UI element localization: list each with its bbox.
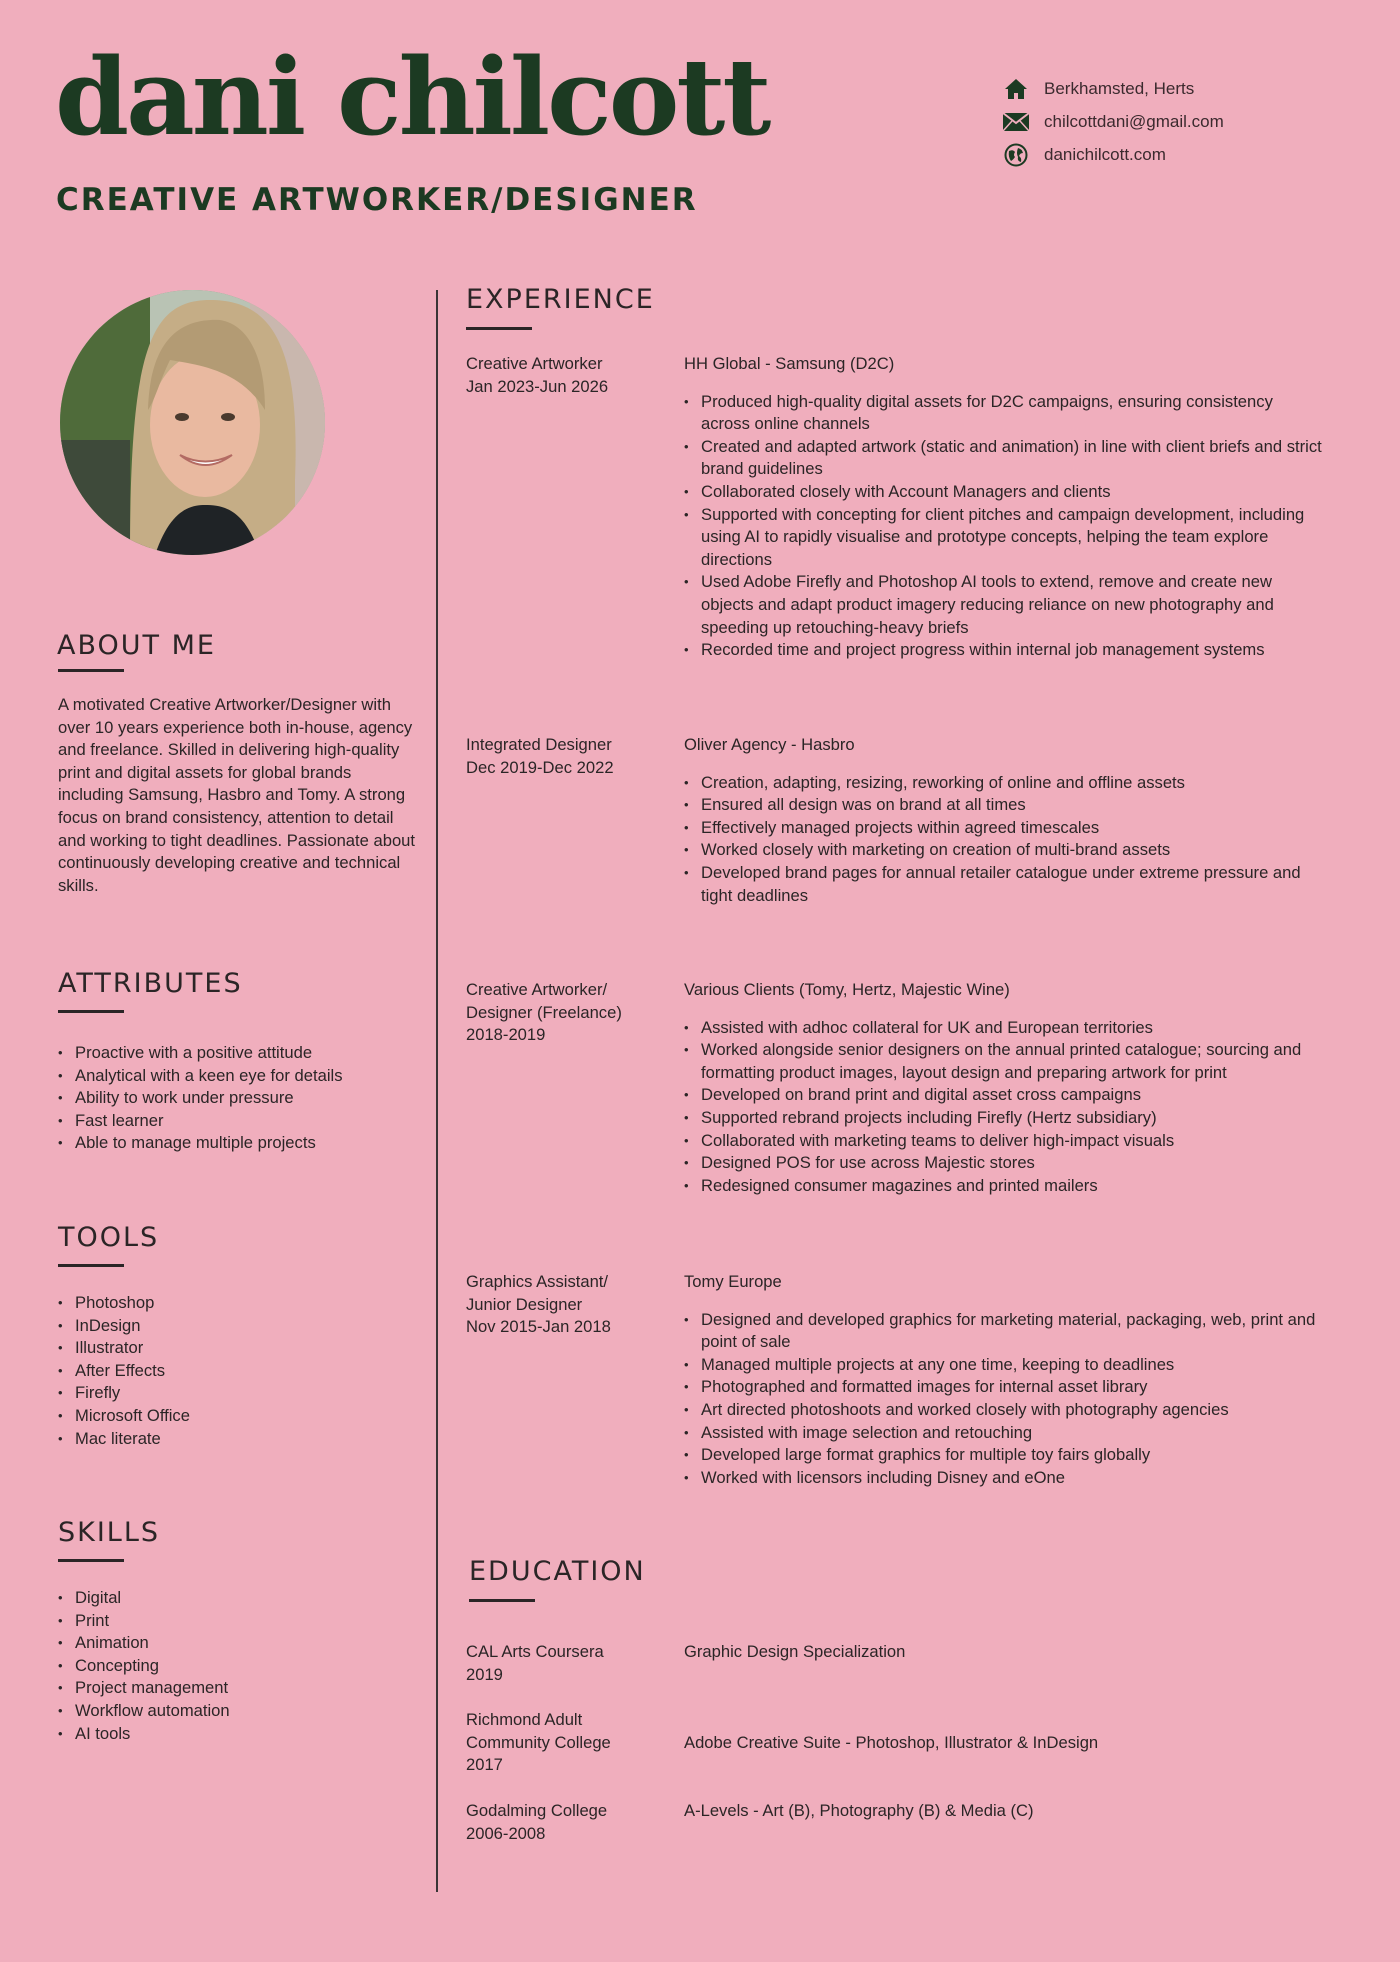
list-item: • Project management xyxy=(58,1677,418,1700)
tools-heading: TOOLS xyxy=(58,1222,160,1253)
envelope-icon xyxy=(1002,110,1030,134)
job-meta xyxy=(466,353,666,398)
experience-heading: EXPERIENCE xyxy=(466,284,655,315)
job-company: Various Clients (Tomy, Hertz, Majestic Wine) xyxy=(684,980,1010,999)
list-item: • Concepting xyxy=(58,1655,418,1678)
profile-photo xyxy=(60,290,325,555)
job-dates: Nov 2015-Jan 2018 xyxy=(466,1317,611,1337)
job-dates: Dec 2019-Dec 2022 xyxy=(466,757,614,777)
education-rule xyxy=(469,1599,535,1602)
list-item: • Collaborated with marketing teams to deliver high-impact visuals xyxy=(684,1130,1324,1153)
job-bullets xyxy=(684,1309,1324,1490)
contact-location xyxy=(1002,72,1224,105)
education-entry xyxy=(466,1641,636,1686)
job-title-text: Creative Artworker/ Designer (Freelance) xyxy=(466,980,622,1022)
job-details xyxy=(684,734,1324,907)
job-company: Oliver Agency - Hasbro xyxy=(684,735,855,754)
about-heading: ABOUT ME xyxy=(57,630,216,661)
job-company: HH Global - Samsung (D2C) xyxy=(684,354,895,373)
list-item: • Used Adobe Firefly and Photoshop AI tools to extend, remove and create new objects and adapt product imagery reducing reliance on new photography and speeding up retouching-heavy briefs xyxy=(684,571,1324,639)
tools-rule xyxy=(58,1264,124,1267)
list-item: • Designed and developed graphics for marketing material, packaging, web, print and point of sale xyxy=(684,1309,1324,1354)
job-meta xyxy=(466,1271,636,1339)
list-item: • Print xyxy=(58,1610,418,1633)
globe-icon xyxy=(1002,143,1030,167)
list-item: • Developed on brand print and digital asset cross campaigns xyxy=(684,1084,1324,1107)
job-details xyxy=(684,979,1324,1197)
attributes-heading: ATTRIBUTES xyxy=(58,968,243,999)
job-bullets xyxy=(684,1017,1324,1198)
education-heading: EDUCATION xyxy=(469,1556,646,1587)
job-details xyxy=(684,353,1324,662)
job-dates: Jan 2023-Jun 2026 xyxy=(466,376,609,396)
contact-email xyxy=(1002,105,1224,138)
list-item: • Worked alongside senior designers on the annual printed catalogue; sourcing and formatting product images, layout design and preparing artwork for print xyxy=(684,1039,1324,1084)
list-item: • Firefly xyxy=(58,1382,418,1405)
about-text: A motivated Creative Artworker/Designer with over 10 years experience both in-house, agency and freelance. Skilled in delivering high-quality print and digital assets for global brands including Samsung, Hasbro and Tomy. A strong focus on brand consistency, attention to detail and working to tight deadlines. Passionate about continuously developing creative and technical skills. xyxy=(58,695,416,895)
list-item: • Managed multiple projects at any one time, keeping to deadlines xyxy=(684,1354,1324,1377)
list-item: • Supported with concepting for client pitches and campaign development, including using AI to rapidly visualise and prototype concepts, helping the team explore directions xyxy=(684,504,1324,572)
education-qualification: Graphic Design Specialization xyxy=(684,1642,906,1661)
education-institution: Richmond Adult Community College xyxy=(466,1710,611,1752)
list-item: • After Effects xyxy=(58,1360,418,1383)
list-item: • Created and adapted artwork (static and animation) in line with client briefs and strict brand guidelines xyxy=(684,436,1324,481)
location-text: Berkhamsted, Herts xyxy=(1044,78,1195,98)
skills-heading: SKILLS xyxy=(58,1517,161,1548)
job-title: CREATIVE ARTWORKER/DESIGNER xyxy=(56,182,698,218)
education-qualification: Adobe Creative Suite - Photoshop, Illustrator & InDesign xyxy=(684,1733,1099,1752)
column-divider xyxy=(436,290,438,1892)
website-link[interactable]: danichilcott.com xyxy=(1044,144,1166,164)
education-institution: Godalming College xyxy=(466,1801,608,1820)
list-item: • InDesign xyxy=(58,1315,418,1338)
list-item: • Proactive with a positive attitude xyxy=(58,1042,418,1065)
job-company: Tomy Europe xyxy=(684,1272,782,1291)
list-item: • Effectively managed projects within agreed timescales xyxy=(684,817,1324,840)
education-year: 2019 xyxy=(466,1664,503,1684)
email-link[interactable]: chilcottdani@gmail.com xyxy=(1044,111,1224,131)
education-qualification: A-Levels - Art (B), Photography (B) & Media (C) xyxy=(684,1801,1034,1820)
list-item: • Developed large format graphics for multiple toy fairs globally xyxy=(684,1444,1324,1467)
list-item: • Fast learner xyxy=(58,1110,418,1133)
job-meta xyxy=(466,979,636,1047)
education-institution: CAL Arts Coursera xyxy=(466,1642,604,1661)
attributes-rule xyxy=(58,1010,124,1013)
list-item: • Analytical with a keen eye for details xyxy=(58,1065,418,1088)
list-item: • Microsoft Office xyxy=(58,1405,418,1428)
education-entry xyxy=(466,1800,636,1845)
list-item: • Assisted with adhoc collateral for UK and European territories xyxy=(684,1017,1324,1040)
list-item: • Mac literate xyxy=(58,1428,418,1451)
about-rule xyxy=(58,669,124,672)
list-item: • Redesigned consumer magazines and printed mailers xyxy=(684,1175,1324,1198)
job-meta xyxy=(466,734,666,779)
experience-rule xyxy=(466,327,532,330)
job-title-text: Creative Artwork​er xyxy=(466,354,603,373)
list-item: • Developed brand pages for annual retailer catalogue under extreme pressure and tight deadlines xyxy=(684,862,1324,907)
list-item: • Photographed and formatted images for internal asset library xyxy=(684,1376,1324,1399)
list-item: • Illustrator xyxy=(58,1337,418,1360)
job-title-text: Integrated Designer xyxy=(466,735,612,754)
list-item: • Able to manage multiple projects xyxy=(58,1132,418,1155)
job-title-text: Graphics Assistant/ Junior Designer xyxy=(466,1272,609,1314)
list-item: • Digital xyxy=(58,1587,418,1610)
list-item: • AI tools xyxy=(58,1723,418,1746)
list-item: • Supported rebrand projects including Firefly (Hertz subsidiary) xyxy=(684,1107,1324,1130)
list-item: • Worked closely with marketing on creation of multi-brand assets xyxy=(684,839,1324,862)
education-year: 2006-2008 xyxy=(466,1823,546,1843)
contact-info xyxy=(1002,72,1224,171)
list-item: • Recorded time and project progress within internal job management systems xyxy=(684,639,1324,662)
attributes-list xyxy=(58,1042,418,1155)
list-item: • Worked with licensors including Disney and eOne xyxy=(684,1467,1324,1490)
list-item: • Ensured all design was on brand at all times xyxy=(684,794,1324,817)
list-item: • Produced high-quality digital assets for D2C campaigns, ensuring consistency across online channels xyxy=(684,391,1324,436)
home-icon xyxy=(1002,77,1030,101)
job-bullets xyxy=(684,772,1324,908)
skills-rule xyxy=(58,1559,124,1562)
list-item: • Animation xyxy=(58,1632,418,1655)
list-item: • Photoshop xyxy=(58,1292,418,1315)
list-item: • Creation, adapting, resizing, reworking of online and offline assets xyxy=(684,772,1324,795)
tools-list xyxy=(58,1292,418,1450)
list-item: • Workflow automation xyxy=(58,1700,418,1723)
list-item: • Ability to work under pressure xyxy=(58,1087,418,1110)
skills-list xyxy=(58,1587,418,1745)
job-dates: 2018-2019 xyxy=(466,1025,546,1045)
list-item: • Assisted with image selection and retouching xyxy=(684,1422,1324,1445)
contact-website xyxy=(1002,138,1224,171)
list-item: • Art directed photoshoots and worked closely with photography agencies xyxy=(684,1399,1324,1422)
job-bullets xyxy=(684,391,1324,662)
list-item: • Designed POS for use across Majestic stores xyxy=(684,1152,1324,1175)
candidate-name: dani chilcott xyxy=(55,34,769,159)
education-year: 2017 xyxy=(466,1755,503,1775)
list-item: • Collaborated closely with Account Managers and clients xyxy=(684,481,1324,504)
education-entry xyxy=(466,1709,636,1777)
job-details xyxy=(684,1271,1324,1489)
